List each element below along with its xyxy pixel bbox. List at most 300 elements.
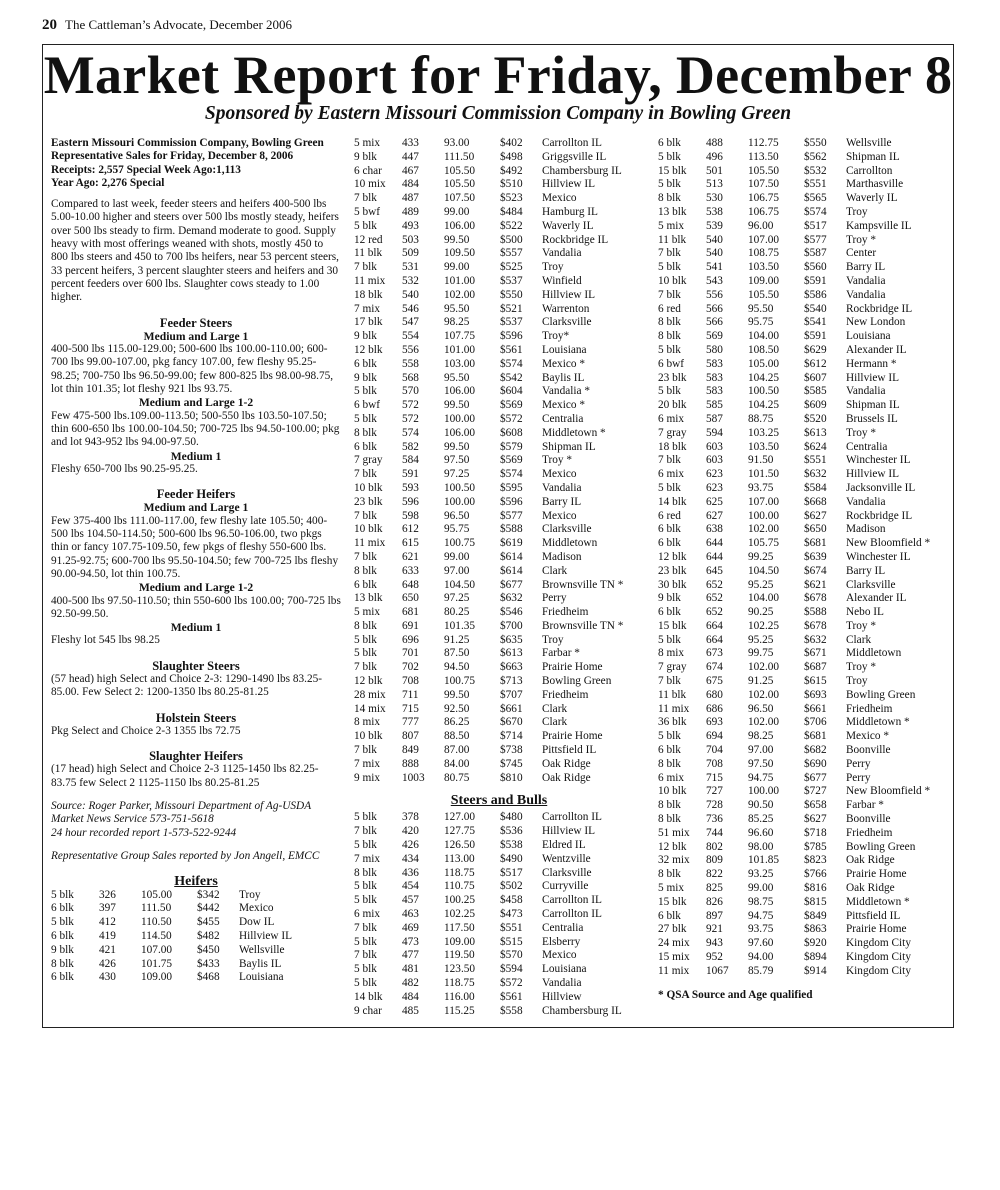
sale-buyer-town: Vandalia — [542, 247, 582, 260]
sale-row — [354, 468, 644, 482]
sale-buyer-town: Middletown — [846, 647, 902, 660]
sale-row — [354, 661, 644, 675]
sale-price: 96.50 — [748, 702, 774, 715]
sale-weight: 501 — [706, 164, 723, 177]
sale-price: 88.50 — [444, 730, 470, 743]
sale-weight: 570 — [402, 385, 419, 398]
sale-row — [354, 991, 644, 1005]
sale-buyer-town: Winchester IL — [846, 550, 911, 563]
sale-weight: 627 — [706, 509, 723, 522]
sale-price: 106.00 — [444, 219, 476, 232]
sale-row — [658, 482, 950, 496]
sale-per-head: $671 — [804, 647, 827, 660]
sale-weight: 572 — [402, 399, 419, 412]
sale-head-type: 5 bwf — [354, 205, 381, 218]
sale-per-head: $588 — [804, 606, 827, 619]
sale-weight: 644 — [706, 550, 723, 563]
sale-buyer-town: Barry IL — [846, 564, 886, 577]
sale-weight: 572 — [402, 412, 419, 425]
sale-price: 107.75 — [444, 330, 476, 343]
sale-row — [658, 813, 950, 827]
sale-row — [658, 413, 950, 427]
sale-per-head: $595 — [500, 481, 523, 494]
sale-head-type: 8 blk — [354, 866, 377, 879]
sale-head-type: 5 blk — [658, 633, 681, 646]
sale-head-type: 8 blk — [354, 619, 377, 632]
sale-row — [658, 206, 950, 220]
sale-per-head: $560 — [804, 261, 827, 274]
running-head — [42, 17, 292, 34]
sale-head-type: 11 blk — [658, 688, 687, 701]
sale-price: 103.50 — [748, 440, 780, 453]
sale-buyer-town: Bowling Green — [846, 688, 916, 701]
sale-row — [658, 951, 950, 965]
sale-head-type: 11 mix — [354, 274, 386, 287]
sale-per-head: $674 — [804, 564, 827, 577]
sale-price: 92.50 — [444, 702, 470, 715]
sale-weight: 546 — [402, 302, 419, 315]
sale-weight: 603 — [706, 454, 723, 467]
sale-buyer-town: Troy * — [846, 426, 877, 439]
sale-row — [658, 192, 950, 206]
sale-head-type: 5 blk — [354, 880, 377, 893]
sale-row — [658, 882, 950, 896]
sale-price: 93.25 — [748, 868, 774, 881]
sale-weight: 532 — [402, 274, 419, 287]
qsa-footnote: * QSA Source and Age qualified — [658, 988, 813, 1001]
sale-head-type: 6 char — [354, 164, 382, 177]
sale-buyer-town: Boonville — [846, 813, 891, 826]
sale-buyer-town: Shipman IL — [846, 150, 900, 163]
sale-weight: 568 — [402, 371, 419, 384]
page-number: 20 — [42, 17, 57, 33]
sale-weight: 513 — [706, 178, 723, 191]
sale-buyer-town: Marthasville — [846, 178, 904, 191]
sale-price: 98.25 — [748, 730, 774, 743]
sale-weight: 603 — [706, 440, 723, 453]
sale-buyer-town: Troy — [542, 633, 564, 646]
sale-head-type: 5 blk — [354, 219, 377, 232]
sale-per-head: $785 — [804, 840, 827, 853]
sale-price: 99.00 — [748, 882, 774, 895]
sale-weight: 807 — [402, 730, 419, 743]
sale-head-type: 5 blk — [354, 811, 377, 824]
sale-head-type: 6 blk — [658, 137, 681, 149]
sale-weight: 598 — [402, 509, 419, 522]
sale-per-head: $498 — [500, 150, 523, 163]
sale-weight: 623 — [706, 468, 723, 481]
sale-row — [354, 151, 644, 165]
sale-row — [658, 358, 950, 372]
sale-price: 85.25 — [748, 813, 774, 826]
sale-price: 97.50 — [748, 757, 774, 770]
sale-row — [658, 647, 950, 661]
sale-head-type: 13 blk — [354, 592, 383, 605]
sale-row — [658, 385, 950, 399]
sale-buyer-town: Madison — [846, 523, 886, 536]
sale-row — [658, 937, 950, 951]
feeder-heifers-m1-text: Fleshy lot 545 lbs 98.25 — [51, 634, 160, 647]
sale-price: 100.00 — [444, 412, 476, 425]
sale-weight: 708 — [402, 675, 419, 688]
sale-row — [51, 902, 341, 916]
sale-buyer-town: Shipman IL — [542, 440, 596, 453]
sale-per-head: $521 — [500, 302, 523, 315]
sale-head-type: 5 mix — [658, 882, 685, 895]
sale-price: 100.00 — [444, 495, 476, 508]
sale-head-type: 7 blk — [354, 921, 377, 934]
sale-price: 106.75 — [748, 192, 780, 205]
sale-weight: 591 — [402, 468, 419, 481]
sale-price: 104.00 — [748, 330, 780, 343]
sale-per-head: $614 — [500, 550, 523, 563]
sale-weight: 727 — [706, 785, 723, 798]
sale-price: 94.75 — [748, 909, 774, 922]
sale-price: 126.50 — [444, 839, 476, 852]
sale-head-type: 14 mix — [354, 702, 386, 715]
sale-price: 103.00 — [444, 357, 476, 370]
sale-per-head: $551 — [500, 921, 523, 934]
sale-per-head: $550 — [500, 288, 523, 301]
sale-row — [354, 730, 644, 744]
sale-row — [51, 944, 341, 958]
sale-per-head: $658 — [804, 799, 827, 812]
sale-weight: 694 — [706, 730, 723, 743]
sale-head-type: 5 blk — [354, 647, 377, 660]
sale-buyer-town: Nebo IL — [846, 606, 884, 619]
sale-price: 99.75 — [748, 647, 774, 660]
sale-weight: 457 — [402, 894, 419, 907]
sale-head-type: 6 mix — [354, 908, 381, 921]
steers-bulls-title: Steers and Bulls — [450, 793, 548, 809]
sale-row — [354, 675, 644, 689]
sale-per-head: $482 — [197, 929, 220, 942]
sale-per-head: $714 — [500, 730, 523, 743]
sale-weight: 802 — [706, 840, 723, 853]
sale-buyer-town: Bowling Green — [846, 840, 916, 853]
sale-weight: 728 — [706, 799, 723, 812]
sale-per-head: $615 — [804, 675, 827, 688]
sale-per-head: $585 — [804, 385, 827, 398]
sale-price: 86.25 — [444, 716, 470, 729]
sale-buyer-town: Pittsfield IL — [542, 744, 597, 757]
sale-per-head: $520 — [804, 412, 827, 425]
sale-per-head: $700 — [500, 619, 523, 632]
sale-weight: 489 — [402, 205, 419, 218]
sale-head-type: 5 blk — [658, 343, 681, 356]
sale-head-type: 8 mix — [658, 647, 685, 660]
sale-per-head: $849 — [804, 909, 827, 922]
sale-weight: 554 — [402, 330, 419, 343]
sale-per-head: $816 — [804, 882, 827, 895]
sale-weight: 583 — [706, 385, 723, 398]
sale-row — [354, 137, 644, 151]
sale-weight: 434 — [402, 852, 419, 865]
sale-buyer-town: Louisiana — [846, 330, 891, 343]
sale-weight: 952 — [706, 951, 723, 964]
sale-price: 127.75 — [444, 825, 476, 838]
sale-head-type: 9 blk — [51, 943, 74, 956]
sale-price: 96.60 — [748, 826, 774, 839]
sale-per-head: $639 — [804, 550, 827, 563]
sale-head-type: 8 blk — [658, 192, 681, 205]
sale-weight: 596 — [402, 495, 419, 508]
sale-per-head: $596 — [500, 330, 523, 343]
sale-weight: 623 — [706, 481, 723, 494]
sale-weight: 538 — [706, 205, 723, 218]
sale-per-head: $609 — [804, 399, 827, 412]
sale-head-type: 12 blk — [658, 840, 687, 853]
sale-head-type: 7 blk — [354, 825, 377, 838]
sale-buyer-town: Winfield — [542, 274, 582, 287]
sale-head-type: 7 gray — [658, 426, 687, 439]
sale-buyer-town: Barry IL — [542, 495, 582, 508]
sale-buyer-town: Hillview IL — [542, 288, 596, 301]
feeder-steers-ml12-title: Medium and Large 1-2 — [138, 396, 254, 410]
sale-buyer-town: Oak Ridge — [846, 882, 895, 895]
sale-row — [354, 537, 644, 551]
sale-price: 105.50 — [748, 164, 780, 177]
sale-buyer-town: Baylis IL — [542, 371, 585, 384]
sale-buyer-town: Baylis IL — [239, 957, 282, 970]
sale-row — [354, 427, 644, 441]
sale-price: 101.85 — [748, 854, 780, 867]
sale-row — [354, 275, 644, 289]
sale-head-type: 8 blk — [658, 316, 681, 329]
sale-per-head: $402 — [500, 137, 523, 149]
sale-head-type: 6 blk — [658, 909, 681, 922]
sale-weight: 569 — [706, 330, 723, 343]
sale-per-head: $629 — [804, 343, 827, 356]
sale-price: 95.75 — [444, 523, 470, 536]
sale-weight: 587 — [706, 412, 723, 425]
sale-head-type: 7 mix — [354, 757, 381, 770]
sale-price: 100.50 — [444, 481, 476, 494]
column-2 — [354, 137, 644, 1018]
sale-head-type: 9 char — [354, 1004, 382, 1017]
sale-price: 99.50 — [444, 688, 470, 701]
sale-head-type: 7 blk — [354, 468, 377, 481]
sale-weight: 664 — [706, 633, 723, 646]
sale-price: 95.50 — [444, 371, 470, 384]
sale-buyer-town: Brownsville TN * — [542, 578, 624, 591]
sale-weight: 326 — [99, 888, 116, 901]
sale-per-head: $562 — [804, 150, 827, 163]
sale-per-head: $538 — [500, 839, 523, 852]
sale-row — [658, 896, 950, 910]
sale-price: 99.00 — [444, 261, 470, 274]
sale-weight: 447 — [402, 150, 419, 163]
sale-per-head: $577 — [500, 509, 523, 522]
sale-row — [354, 220, 644, 234]
holstein-steers-text: Pkg Select and Choice 2-3 1355 lbs 72.75 — [51, 724, 241, 737]
sale-weight: 539 — [706, 219, 723, 232]
sale-head-type: 5 blk — [354, 839, 377, 852]
sale-price: 100.75 — [444, 675, 476, 688]
sale-per-head: $607 — [804, 371, 827, 384]
sale-row — [354, 165, 644, 179]
sale-weight: 822 — [706, 868, 723, 881]
sale-per-head: $458 — [500, 894, 523, 907]
heifers-title: Heifers — [174, 874, 218, 890]
sale-head-type: 11 mix — [658, 702, 690, 715]
sale-weight: 652 — [706, 578, 723, 591]
sale-buyer-town: Centralia — [542, 412, 584, 425]
sale-buyer-town: Clarksville — [542, 866, 592, 879]
sale-head-type: 11 mix — [658, 964, 690, 977]
sale-head-type: 27 blk — [658, 923, 687, 936]
sale-buyer-town: New Bloomfield * — [846, 785, 931, 798]
sale-buyer-town: Hillview — [542, 990, 582, 1003]
sale-row — [51, 958, 341, 972]
sale-weight: 681 — [402, 606, 419, 619]
sale-row — [658, 841, 950, 855]
sale-head-type: 6 blk — [354, 578, 377, 591]
sale-weight: 420 — [402, 825, 419, 838]
sale-buyer-town: Vandalia — [846, 385, 886, 398]
sale-per-head: $541 — [804, 316, 827, 329]
sale-buyer-town: Troy * — [542, 454, 573, 467]
sale-row — [354, 908, 644, 922]
sale-buyer-town: Louisiana — [542, 963, 587, 976]
sale-head-type: 7 mix — [354, 302, 381, 315]
sale-head-type: 23 blk — [354, 495, 383, 508]
sale-row — [51, 971, 341, 985]
sale-price: 96.00 — [748, 219, 774, 232]
sale-per-head: $517 — [500, 866, 523, 879]
sale-buyer-town: Carrollton IL — [542, 908, 602, 921]
sponsor-line: Sponsored by Eastern Missouri Commission Company in Bowling Green — [204, 103, 792, 124]
sale-buyer-town: Troy* — [542, 330, 570, 343]
sale-row — [658, 537, 950, 551]
sale-head-type: 6 blk — [51, 929, 74, 942]
sale-weight: 652 — [706, 592, 723, 605]
sale-price: 87.50 — [444, 647, 470, 660]
column-3 — [658, 137, 950, 1002]
sale-price: 114.50 — [141, 929, 172, 942]
sale-head-type: 6 red — [658, 302, 681, 315]
sale-buyer-town: Kingdom City — [846, 964, 911, 977]
sale-weight: 809 — [706, 854, 723, 867]
sale-weight: 674 — [706, 661, 723, 674]
sale-buyer-town: Clark — [542, 564, 568, 577]
sale-price: 84.00 — [444, 757, 470, 770]
sale-price: 93.75 — [748, 481, 774, 494]
sale-buyer-town: Middletown * — [542, 426, 606, 439]
sale-price: 109.00 — [444, 935, 476, 948]
sale-head-type: 5 mix — [354, 137, 381, 149]
sale-per-head: $632 — [804, 633, 827, 646]
sale-buyer-town: Griggsville IL — [542, 150, 607, 163]
sale-per-head: $713 — [500, 675, 523, 688]
sale-row — [354, 454, 644, 468]
sale-per-head: $561 — [500, 990, 523, 1003]
sale-per-head: $502 — [500, 880, 523, 893]
sale-per-head: $608 — [500, 426, 523, 439]
sale-weight: 593 — [402, 481, 419, 494]
sale-row — [51, 916, 341, 930]
sale-weight: 482 — [402, 977, 419, 990]
sale-weight: 594 — [706, 426, 723, 439]
slaughter-heifers-text: (17 head) high Select and Choice 2-3 1125-1450 lbs 82.25-83.75 few Select 2 1125-1150 lbs 80.25-81.25 — [51, 763, 319, 789]
sale-buyer-town: Perry — [846, 771, 871, 784]
sale-head-type: 15 blk — [658, 164, 687, 177]
sale-row — [658, 661, 950, 675]
sale-weight: 493 — [402, 219, 419, 232]
sale-row — [658, 275, 950, 289]
sale-buyer-town: Winchester IL — [846, 454, 911, 467]
sale-row — [354, 977, 644, 991]
sale-buyer-town: Friedheim — [542, 688, 589, 701]
sale-weight: 503 — [402, 233, 419, 246]
sale-weight: 644 — [706, 537, 723, 550]
steers-bulls-table-continued — [658, 137, 950, 979]
sale-row — [354, 758, 644, 772]
report-frame — [42, 44, 954, 1028]
sale-price: 98.75 — [748, 895, 774, 908]
sale-buyer-town: Oak Ridge — [542, 757, 591, 770]
sale-buyer-town: Louisiana — [239, 971, 284, 984]
sale-buyer-town: Hillview IL — [846, 468, 900, 481]
feeder-heifers-m1-title: Medium 1 — [170, 621, 222, 635]
sale-buyer-town: New Bloomfield * — [846, 537, 931, 550]
sale-row — [354, 496, 644, 510]
sale-buyer-town: Rockbridge IL — [846, 509, 913, 522]
sale-per-head: $690 — [804, 757, 827, 770]
sale-buyer-town: Carrollton IL — [542, 894, 602, 907]
sale-head-type: 8 blk — [658, 813, 681, 826]
sale-weight: 463 — [402, 908, 419, 921]
sale-per-head: $619 — [500, 537, 523, 550]
sale-row — [51, 930, 341, 944]
sale-row — [658, 165, 950, 179]
sale-weight: 509 — [402, 247, 419, 260]
sale-weight: 736 — [706, 813, 723, 826]
sale-weight: 921 — [706, 923, 723, 936]
sale-row — [658, 689, 950, 703]
sale-price: 102.00 — [748, 716, 780, 729]
sale-weight: 744 — [706, 826, 723, 839]
sale-weight: 566 — [706, 302, 723, 315]
sale-price: 102.25 — [444, 908, 476, 921]
sale-weight: 556 — [402, 343, 419, 356]
feeder-steers-m1-text: Fleshy 650-700 lbs 90.25-95.25. — [51, 462, 198, 475]
sale-row — [658, 399, 950, 413]
sale-buyer-town: Vandalia — [542, 481, 582, 494]
sale-head-type: 7 blk — [354, 550, 377, 563]
sale-weight: 825 — [706, 882, 723, 895]
sale-per-head: $586 — [804, 288, 827, 301]
slaughter-steers-text: (57 head) high Select and Choice 2-3: 1290-1490 lbs 83.25-85.00. Few Select 2: 1200-1350 lbs 80.25-81.25 — [51, 672, 323, 699]
sale-price: 105.00 — [141, 888, 173, 901]
sale-weight: 582 — [402, 440, 419, 453]
sale-weight: 777 — [402, 716, 419, 729]
sale-row — [354, 839, 644, 853]
sale-row — [658, 854, 950, 868]
sale-head-type: 18 blk — [354, 288, 383, 301]
sale-buyer-town: Mexico — [542, 509, 577, 522]
sale-weight: 488 — [706, 137, 723, 149]
sale-head-type: 5 blk — [658, 261, 681, 274]
sale-price: 93.00 — [444, 137, 470, 149]
sale-row — [354, 510, 644, 524]
sale-price: 99.50 — [444, 233, 470, 246]
sale-row — [658, 910, 950, 924]
sale-buyer-town: Rockbridge IL — [542, 233, 609, 246]
sale-buyer-town: Perry — [846, 757, 871, 770]
sale-weight: 484 — [402, 990, 419, 1003]
sale-price: 87.00 — [444, 744, 470, 757]
